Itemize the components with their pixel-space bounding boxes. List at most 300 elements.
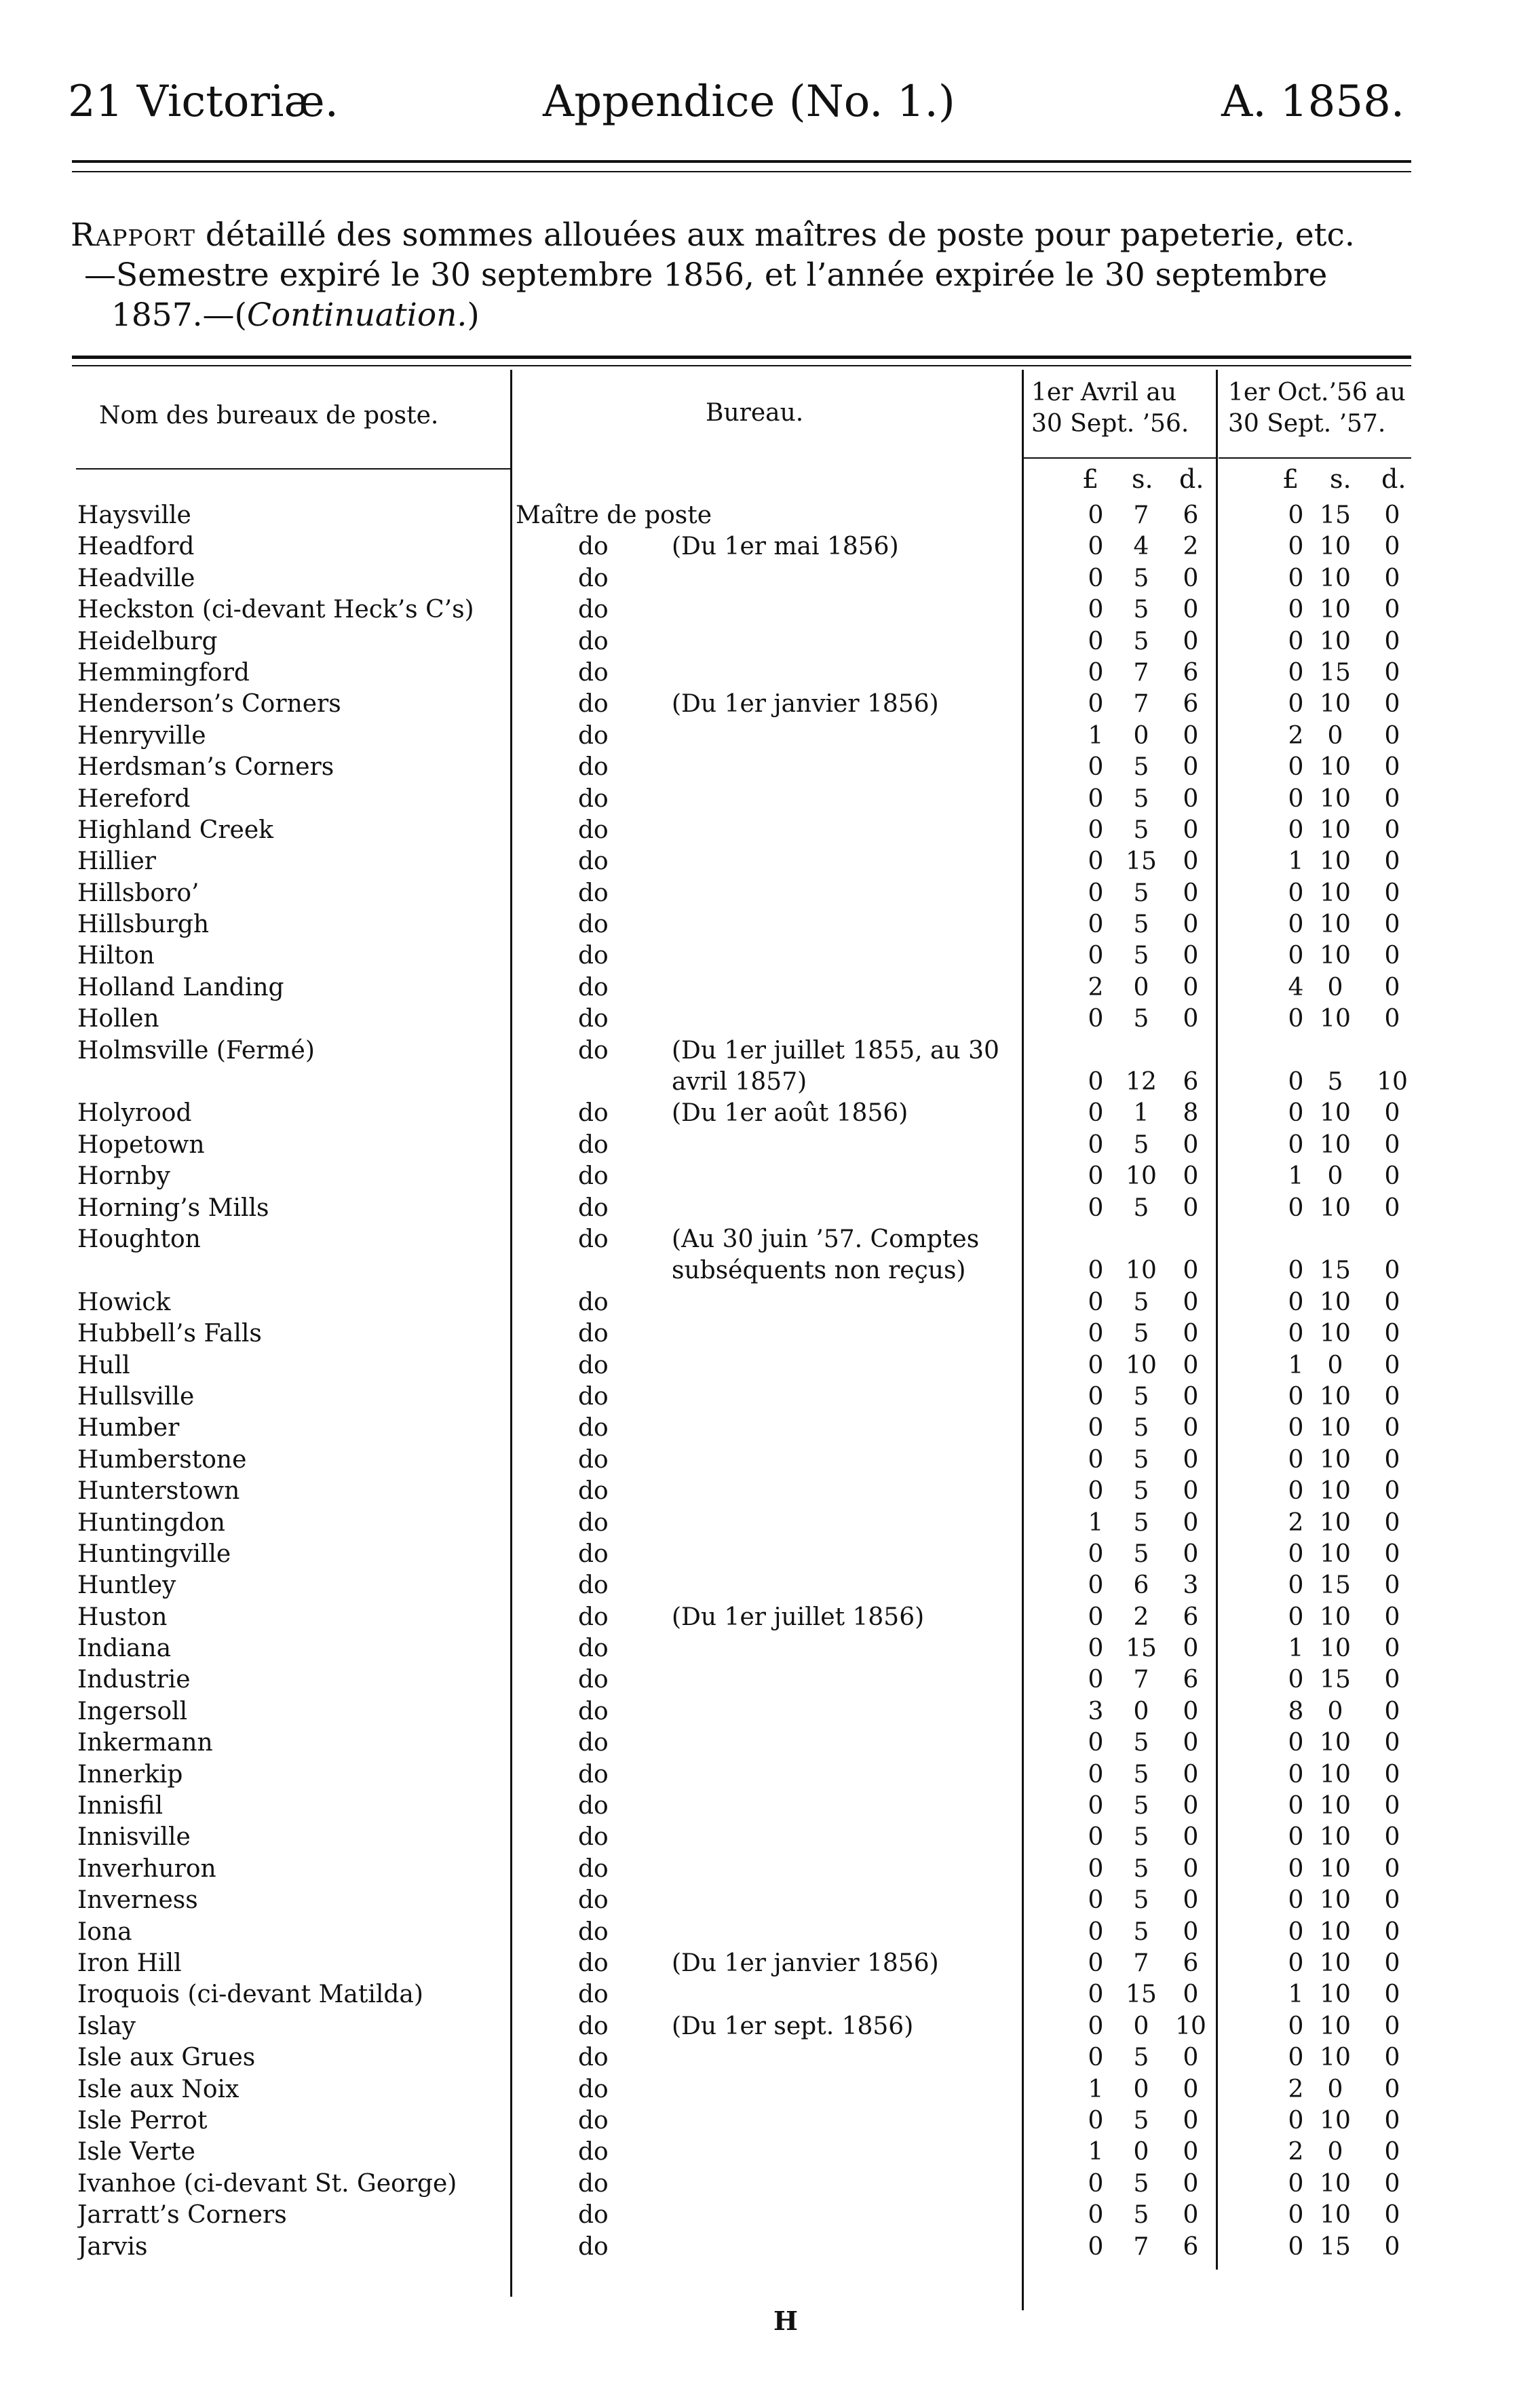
year-pounds: 1 <box>1288 847 1304 876</box>
semester-pence: 0 <box>1183 627 1199 655</box>
semester-pence: 0 <box>1183 1257 1199 1285</box>
report-label: Rapport <box>71 216 195 254</box>
bureau-type: do <box>578 879 609 907</box>
semester-pence: 0 <box>1183 2106 1199 2135</box>
post-office-name: Innisfil <box>77 1792 164 1820</box>
title-line-3-prefix: 1857.—( <box>111 296 247 334</box>
year-pence: 0 <box>1384 1414 1400 1442</box>
semester-pounds: 0 <box>1088 1729 1104 1757</box>
year-shillings: 0 <box>1327 1351 1343 1379</box>
year-pounds: 0 <box>1288 1949 1304 1977</box>
bureau-type: do <box>578 2044 609 2072</box>
semester-shillings: 6 <box>1133 1571 1149 1600</box>
semester-shillings: 5 <box>1133 1445 1149 1474</box>
semester-pounds: 0 <box>1088 1603 1104 1631</box>
bureau-type: do <box>578 1193 609 1222</box>
year-pence: 0 <box>1384 658 1400 687</box>
year-shillings: 0 <box>1327 2075 1343 2103</box>
semester-pounds: 0 <box>1088 1666 1104 1694</box>
table-row <box>0 1287 1513 1318</box>
semester-shillings: 7 <box>1133 1666 1149 1694</box>
year-pence: 0 <box>1384 1949 1400 1977</box>
bureau-type: do <box>578 690 609 719</box>
year-shillings: 0 <box>1327 1697 1343 1725</box>
year-shillings: 10 <box>1320 1130 1351 1159</box>
year-shillings: 10 <box>1320 816 1351 844</box>
semester-shillings: 0 <box>1133 2012 1149 2040</box>
semester-pounds: 0 <box>1088 533 1104 561</box>
semester-shillings: 12 <box>1126 1068 1157 1096</box>
post-office-name: Inverhuron <box>77 1854 216 1883</box>
bureau-type: do <box>578 2075 609 2103</box>
semester-pounds: 0 <box>1088 2012 1104 2040</box>
semester-pounds: 0 <box>1088 942 1104 970</box>
table-row <box>0 1413 1513 1444</box>
semester-shillings: 0 <box>1133 2138 1149 2166</box>
bureau-type: do <box>578 2106 609 2135</box>
semester-pounds: 0 <box>1088 1288 1104 1316</box>
semester-pence: 0 <box>1183 1288 1199 1316</box>
semester-shillings: 7 <box>1133 690 1149 719</box>
bureau-type: do <box>578 1130 609 1159</box>
table-row <box>0 1664 1513 1696</box>
year-shillings: 10 <box>1320 596 1351 624</box>
semester-pence: 6 <box>1183 501 1199 529</box>
year-pounds: 0 <box>1288 879 1304 907</box>
bureau-type: do <box>578 973 609 1001</box>
unit-shilling-1: s. <box>1132 464 1153 494</box>
year-pounds: 0 <box>1288 533 1304 561</box>
semester-pence: 0 <box>1183 1729 1199 1757</box>
title-line-3-suffix: ) <box>467 296 480 334</box>
semester-pence: 0 <box>1183 753 1199 782</box>
bureau-type: do <box>578 942 609 970</box>
semester-pounds: 0 <box>1088 1854 1104 1883</box>
semester-pence: 6 <box>1183 1666 1199 1694</box>
bureau-type: do <box>578 784 609 813</box>
semester-pence: 0 <box>1183 911 1199 939</box>
year-pounds: 0 <box>1288 690 1304 719</box>
table-row <box>0 1948 1513 1979</box>
year-shillings: 0 <box>1327 973 1343 1001</box>
table-row <box>0 1318 1513 1350</box>
bureau-type: do <box>578 1414 609 1442</box>
year-shillings: 10 <box>1320 1445 1351 1474</box>
year-shillings: 10 <box>1320 564 1351 592</box>
period-note: (Du 1er janvier 1856) <box>672 1949 939 1977</box>
post-office-name: Henryville <box>77 721 206 750</box>
semester-shillings: 5 <box>1133 1760 1149 1789</box>
year-pence: 0 <box>1384 1005 1400 1033</box>
year-pence: 0 <box>1384 847 1400 876</box>
semester-pounds: 0 <box>1088 1068 1104 1096</box>
year-pence: 0 <box>1384 1351 1400 1379</box>
bureau-type: do <box>578 1351 609 1379</box>
year-pence: 0 <box>1384 2075 1400 2103</box>
semester-pounds: 0 <box>1088 1571 1104 1600</box>
year-pounds: 0 <box>1288 2106 1304 2135</box>
year-pence: 0 <box>1384 879 1400 907</box>
year-pounds: 0 <box>1288 1130 1304 1159</box>
post-office-name: Henderson’s Corners <box>77 690 341 719</box>
year-pounds: 0 <box>1288 1666 1304 1694</box>
column-header-name: Nom des bureaux de poste. <box>99 402 439 429</box>
post-office-name: Hullsville <box>77 1382 195 1411</box>
semester-pence: 0 <box>1183 596 1199 624</box>
year-pence: 0 <box>1384 1508 1400 1537</box>
semester-pence: 0 <box>1183 816 1199 844</box>
year-shillings: 10 <box>1320 1729 1351 1757</box>
table-row <box>0 2232 1513 2263</box>
year-pence: 0 <box>1384 627 1400 655</box>
bureau-type: do <box>578 2012 609 2040</box>
year-pounds: 0 <box>1288 1414 1304 1442</box>
table-row <box>0 752 1513 783</box>
table-row <box>0 1035 1513 1098</box>
year-shillings: 10 <box>1320 533 1351 561</box>
year-pence: 0 <box>1384 1603 1400 1631</box>
table-row <box>0 1696 1513 1727</box>
post-office-name: Isle aux Noix <box>77 2075 240 2103</box>
bureau-type: do <box>578 2169 609 2198</box>
year-pence: 0 <box>1384 1697 1400 1725</box>
bureau-type: do <box>578 533 609 561</box>
semester-shillings: 5 <box>1133 596 1149 624</box>
post-office-name: Hunterstown <box>77 1477 240 1506</box>
semester-shillings: 7 <box>1133 1949 1149 1977</box>
post-office-name: Horning’s Mills <box>77 1193 269 1222</box>
bureau-type: do <box>578 1886 609 1915</box>
semester-pence: 0 <box>1183 1540 1199 1568</box>
semester-pounds: 0 <box>1088 2106 1104 2135</box>
bureau-type: do <box>578 1603 609 1631</box>
year-pounds: 0 <box>1288 1823 1304 1852</box>
semester-pounds: 0 <box>1088 1099 1104 1128</box>
semester-shillings: 5 <box>1133 753 1149 782</box>
bureau-type: do <box>578 816 609 844</box>
year-pence: 0 <box>1384 533 1400 561</box>
period-note: (Du 1er juillet 1856) <box>672 1603 925 1631</box>
semester-pounds: 0 <box>1088 1130 1104 1159</box>
post-office-name: Holland Landing <box>77 973 284 1001</box>
semester-pounds: 0 <box>1088 1193 1104 1222</box>
semester-shillings: 5 <box>1133 1508 1149 1537</box>
post-office-name: Hillier <box>77 847 156 876</box>
semester-pence: 0 <box>1183 1005 1199 1033</box>
semester-pence: 0 <box>1183 879 1199 907</box>
year-pounds: 1 <box>1288 1162 1304 1191</box>
column-header-bureau: Bureau. <box>706 399 804 427</box>
year-pence: 0 <box>1384 1257 1400 1285</box>
semester-pounds: 0 <box>1088 911 1104 939</box>
year-pounds: 0 <box>1288 2169 1304 2198</box>
semester-shillings: 5 <box>1133 1320 1149 1348</box>
table-row <box>0 2200 1513 2231</box>
year-pounds: 0 <box>1288 2012 1304 2040</box>
post-office-name: Isle Perrot <box>77 2106 208 2135</box>
table-row <box>0 689 1513 720</box>
unit-pound-2: £ <box>1282 464 1299 494</box>
year-pence: 0 <box>1384 1382 1400 1411</box>
semester-pounds: 0 <box>1088 1635 1104 1663</box>
year-pence: 0 <box>1384 1099 1400 1128</box>
bureau-type: do <box>578 564 609 592</box>
semester-pence: 0 <box>1183 973 1199 1001</box>
semester-pence: 3 <box>1183 1571 1199 1600</box>
bureau-type: do <box>578 1005 609 1033</box>
year-shillings: 0 <box>1327 1162 1343 1191</box>
semester-shillings: 5 <box>1133 627 1149 655</box>
year-shillings: 10 <box>1320 1635 1351 1663</box>
semester-shillings: 5 <box>1133 2201 1149 2230</box>
table-top-rule-thick <box>72 356 1411 359</box>
year-shillings: 10 <box>1320 784 1351 813</box>
post-office-name: Inkermann <box>77 1729 213 1757</box>
year-pence: 0 <box>1384 1886 1400 1915</box>
semester-shillings: 5 <box>1133 1477 1149 1506</box>
semester-pence: 0 <box>1183 1382 1199 1411</box>
year-pounds: 2 <box>1288 721 1304 750</box>
table-row <box>0 846 1513 877</box>
year-pounds: 0 <box>1288 1886 1304 1915</box>
table-row <box>0 1161 1513 1192</box>
semester-shillings: 4 <box>1133 533 1149 561</box>
year-pounds: 0 <box>1288 627 1304 655</box>
post-office-name: Holmsville (Fermé) <box>77 1036 315 1065</box>
semester-pounds: 1 <box>1088 1508 1104 1537</box>
unit-shilling-2: s. <box>1330 464 1352 494</box>
semester-pounds: 0 <box>1088 564 1104 592</box>
semester-pence: 0 <box>1183 1981 1199 2009</box>
semester-pounds: 0 <box>1088 1917 1104 1946</box>
year-pounds: 8 <box>1288 1697 1304 1725</box>
semester-pounds: 0 <box>1088 879 1104 907</box>
year-shillings: 10 <box>1320 627 1351 655</box>
year-shillings: 10 <box>1320 1540 1351 1568</box>
year-pence: 0 <box>1384 1288 1400 1316</box>
year-shillings: 15 <box>1320 1571 1351 1600</box>
semester-pence: 0 <box>1183 1917 1199 1946</box>
semester-pounds: 0 <box>1088 816 1104 844</box>
table-row <box>0 784 1513 815</box>
post-office-name: Huston <box>77 1603 168 1631</box>
post-office-name: Inverness <box>77 1886 198 1915</box>
post-office-name: Hillsburgh <box>77 911 210 939</box>
semester-shillings: 0 <box>1133 721 1149 750</box>
year-pounds: 0 <box>1288 2044 1304 2072</box>
semester-pence: 0 <box>1183 721 1199 750</box>
table-row <box>0 1224 1513 1287</box>
post-office-name: Hillsboro’ <box>77 879 199 907</box>
semester-shillings: 15 <box>1126 1981 1157 2009</box>
allowance-table-body <box>0 500 1513 2263</box>
title-line-3-italic: Continuation. <box>246 296 467 334</box>
signature-mark: H <box>773 2306 798 2336</box>
bureau-type: do <box>578 1760 609 1789</box>
header-rule-thick <box>72 160 1411 163</box>
post-office-name: Huntingdon <box>77 1508 225 1537</box>
year-shillings: 10 <box>1320 1792 1351 1820</box>
year-pounds: 0 <box>1288 1603 1304 1631</box>
year-pence: 0 <box>1384 816 1400 844</box>
table-row <box>0 2137 1513 2168</box>
year-pence: 0 <box>1384 1162 1400 1191</box>
semester-pounds: 3 <box>1088 1697 1104 1725</box>
table-row <box>0 2105 1513 2137</box>
bureau-type: do <box>578 847 609 876</box>
year-pence: 0 <box>1384 1445 1400 1474</box>
semester-pounds: 0 <box>1088 2169 1104 2198</box>
semester-shillings: 5 <box>1133 564 1149 592</box>
semester-pence: 0 <box>1183 2044 1199 2072</box>
year-pence: 0 <box>1384 1130 1400 1159</box>
semester-pounds: 0 <box>1088 847 1104 876</box>
bureau-type: do <box>578 1854 609 1883</box>
bureau-type: do <box>578 1099 609 1128</box>
semester-shillings: 5 <box>1133 911 1149 939</box>
table-row <box>0 2074 1513 2105</box>
semester-shillings: 5 <box>1133 1886 1149 1915</box>
semester-pounds: 0 <box>1088 1005 1104 1033</box>
post-office-name: Isle Verte <box>77 2138 195 2166</box>
year-pence: 0 <box>1384 2232 1400 2261</box>
title-line-2: —Semestre expiré le 30 septembre 1856, et l’année expirée le 30 septembre <box>84 256 1328 294</box>
semester-pounds: 0 <box>1088 627 1104 655</box>
year-pence: 0 <box>1384 784 1400 813</box>
post-office-name: Hilton <box>77 942 155 970</box>
semester-shillings: 7 <box>1133 501 1149 529</box>
post-office-name: Hereford <box>77 784 191 813</box>
year-pence: 0 <box>1384 1477 1400 1506</box>
semester-shillings: 10 <box>1126 1162 1157 1191</box>
bureau-type: do <box>578 1445 609 1474</box>
year-pounds: 0 <box>1288 816 1304 844</box>
year-pounds: 0 <box>1288 942 1304 970</box>
table-row <box>0 1193 1513 1224</box>
semester-pence: 0 <box>1183 847 1199 876</box>
post-office-name: Innisville <box>77 1823 191 1852</box>
semester-pounds: 0 <box>1088 1477 1104 1506</box>
unit-pence-2: d. <box>1381 464 1406 494</box>
semester-shillings: 5 <box>1133 2106 1149 2135</box>
year-shillings: 10 <box>1320 911 1351 939</box>
semester-pounds: 0 <box>1088 1540 1104 1568</box>
post-office-name: Headville <box>77 564 195 592</box>
year-pence: 0 <box>1384 2012 1400 2040</box>
table-row <box>0 1445 1513 1476</box>
table-row <box>0 1539 1513 1570</box>
semester-pounds: 0 <box>1088 1257 1104 1285</box>
semester-shillings: 5 <box>1133 1382 1149 1411</box>
semester-shillings: 5 <box>1133 1917 1149 1946</box>
year-pence: 0 <box>1384 973 1400 1001</box>
year-shillings: 15 <box>1320 658 1351 687</box>
post-office-name: Hornby <box>77 1162 170 1191</box>
semester-shillings: 10 <box>1126 1257 1157 1285</box>
year-pence: 0 <box>1384 2201 1400 2230</box>
semester-pounds: 0 <box>1088 2201 1104 2230</box>
year-pounds: 0 <box>1288 1382 1304 1411</box>
semester-pounds: 0 <box>1088 596 1104 624</box>
semester-pounds: 1 <box>1088 2138 1104 2166</box>
table-row <box>0 1602 1513 1633</box>
year-shillings: 10 <box>1320 1981 1351 2009</box>
post-office-name: Indiana <box>77 1635 172 1663</box>
year-shillings: 10 <box>1320 879 1351 907</box>
bureau-type: do <box>578 1666 609 1694</box>
year-pounds: 2 <box>1288 1508 1304 1537</box>
bureau-type: do <box>578 1981 609 2009</box>
bureau-type: do <box>578 1382 609 1411</box>
year-pence: 0 <box>1384 2106 1400 2135</box>
bureau-type: do <box>578 1917 609 1946</box>
year-pounds: 0 <box>1288 753 1304 782</box>
table-row <box>0 2042 1513 2073</box>
semester-shillings: 5 <box>1133 1005 1149 1033</box>
year-pounds: 0 <box>1288 1792 1304 1820</box>
bureau-type: do <box>578 1162 609 1191</box>
semester-pence: 0 <box>1183 1477 1199 1506</box>
year-pounds: 2 <box>1288 2138 1304 2166</box>
semester-shillings: 0 <box>1133 973 1149 1001</box>
semester-shillings: 5 <box>1133 784 1149 813</box>
semester-shillings: 5 <box>1133 1823 1149 1852</box>
semester-pence: 10 <box>1175 2012 1206 2040</box>
bureau-type: do <box>578 1320 609 1348</box>
bureau-type: do <box>578 2138 609 2166</box>
year-pence: 0 <box>1384 2044 1400 2072</box>
period-note: (Du 1er sept. 1856) <box>672 2012 914 2040</box>
year-shillings: 10 <box>1320 2012 1351 2040</box>
table-row <box>0 1759 1513 1791</box>
period-note: (Au 30 juin ’57. Comptes subséquents non reçus) <box>672 1225 980 1285</box>
year-shillings: 10 <box>1320 1603 1351 1631</box>
year-shillings: 10 <box>1320 1854 1351 1883</box>
table-row <box>0 1004 1513 1035</box>
semester-pounds: 0 <box>1088 690 1104 719</box>
semester-pounds: 0 <box>1088 2232 1104 2261</box>
semester-pence: 0 <box>1183 2075 1199 2103</box>
semester-pounds: 0 <box>1088 1351 1104 1379</box>
bureau-type: do <box>578 1697 609 1725</box>
year-pence: 0 <box>1384 1792 1400 1820</box>
post-office-name: Jarvis <box>77 2232 148 2261</box>
table-row <box>0 878 1513 909</box>
period-note: (Du 1er janvier 1856) <box>672 690 939 719</box>
year-pence: 0 <box>1384 1193 1400 1222</box>
semester-pence: 2 <box>1183 533 1199 561</box>
semester-shillings: 5 <box>1133 1414 1149 1442</box>
table-row <box>0 1381 1513 1413</box>
year-pounds: 0 <box>1288 911 1304 939</box>
year-shillings: 10 <box>1320 1099 1351 1128</box>
table-row <box>0 815 1513 846</box>
year-pence: 0 <box>1384 2169 1400 2198</box>
table-row <box>0 1885 1513 1916</box>
table-row <box>0 1350 1513 1381</box>
post-office-name: Headford <box>77 533 195 561</box>
period-2-header-rule <box>1219 457 1411 459</box>
year-pounds: 1 <box>1288 1635 1304 1663</box>
year-pence: 0 <box>1384 1666 1400 1694</box>
table-row <box>0 2168 1513 2200</box>
year-shillings: 10 <box>1320 2201 1351 2230</box>
year-pounds: 0 <box>1288 564 1304 592</box>
period-note: (Du 1er mai 1856) <box>672 533 899 561</box>
report-title <box>71 216 1414 335</box>
year-pounds: 0 <box>1288 2201 1304 2230</box>
semester-pounds: 0 <box>1088 1445 1104 1474</box>
